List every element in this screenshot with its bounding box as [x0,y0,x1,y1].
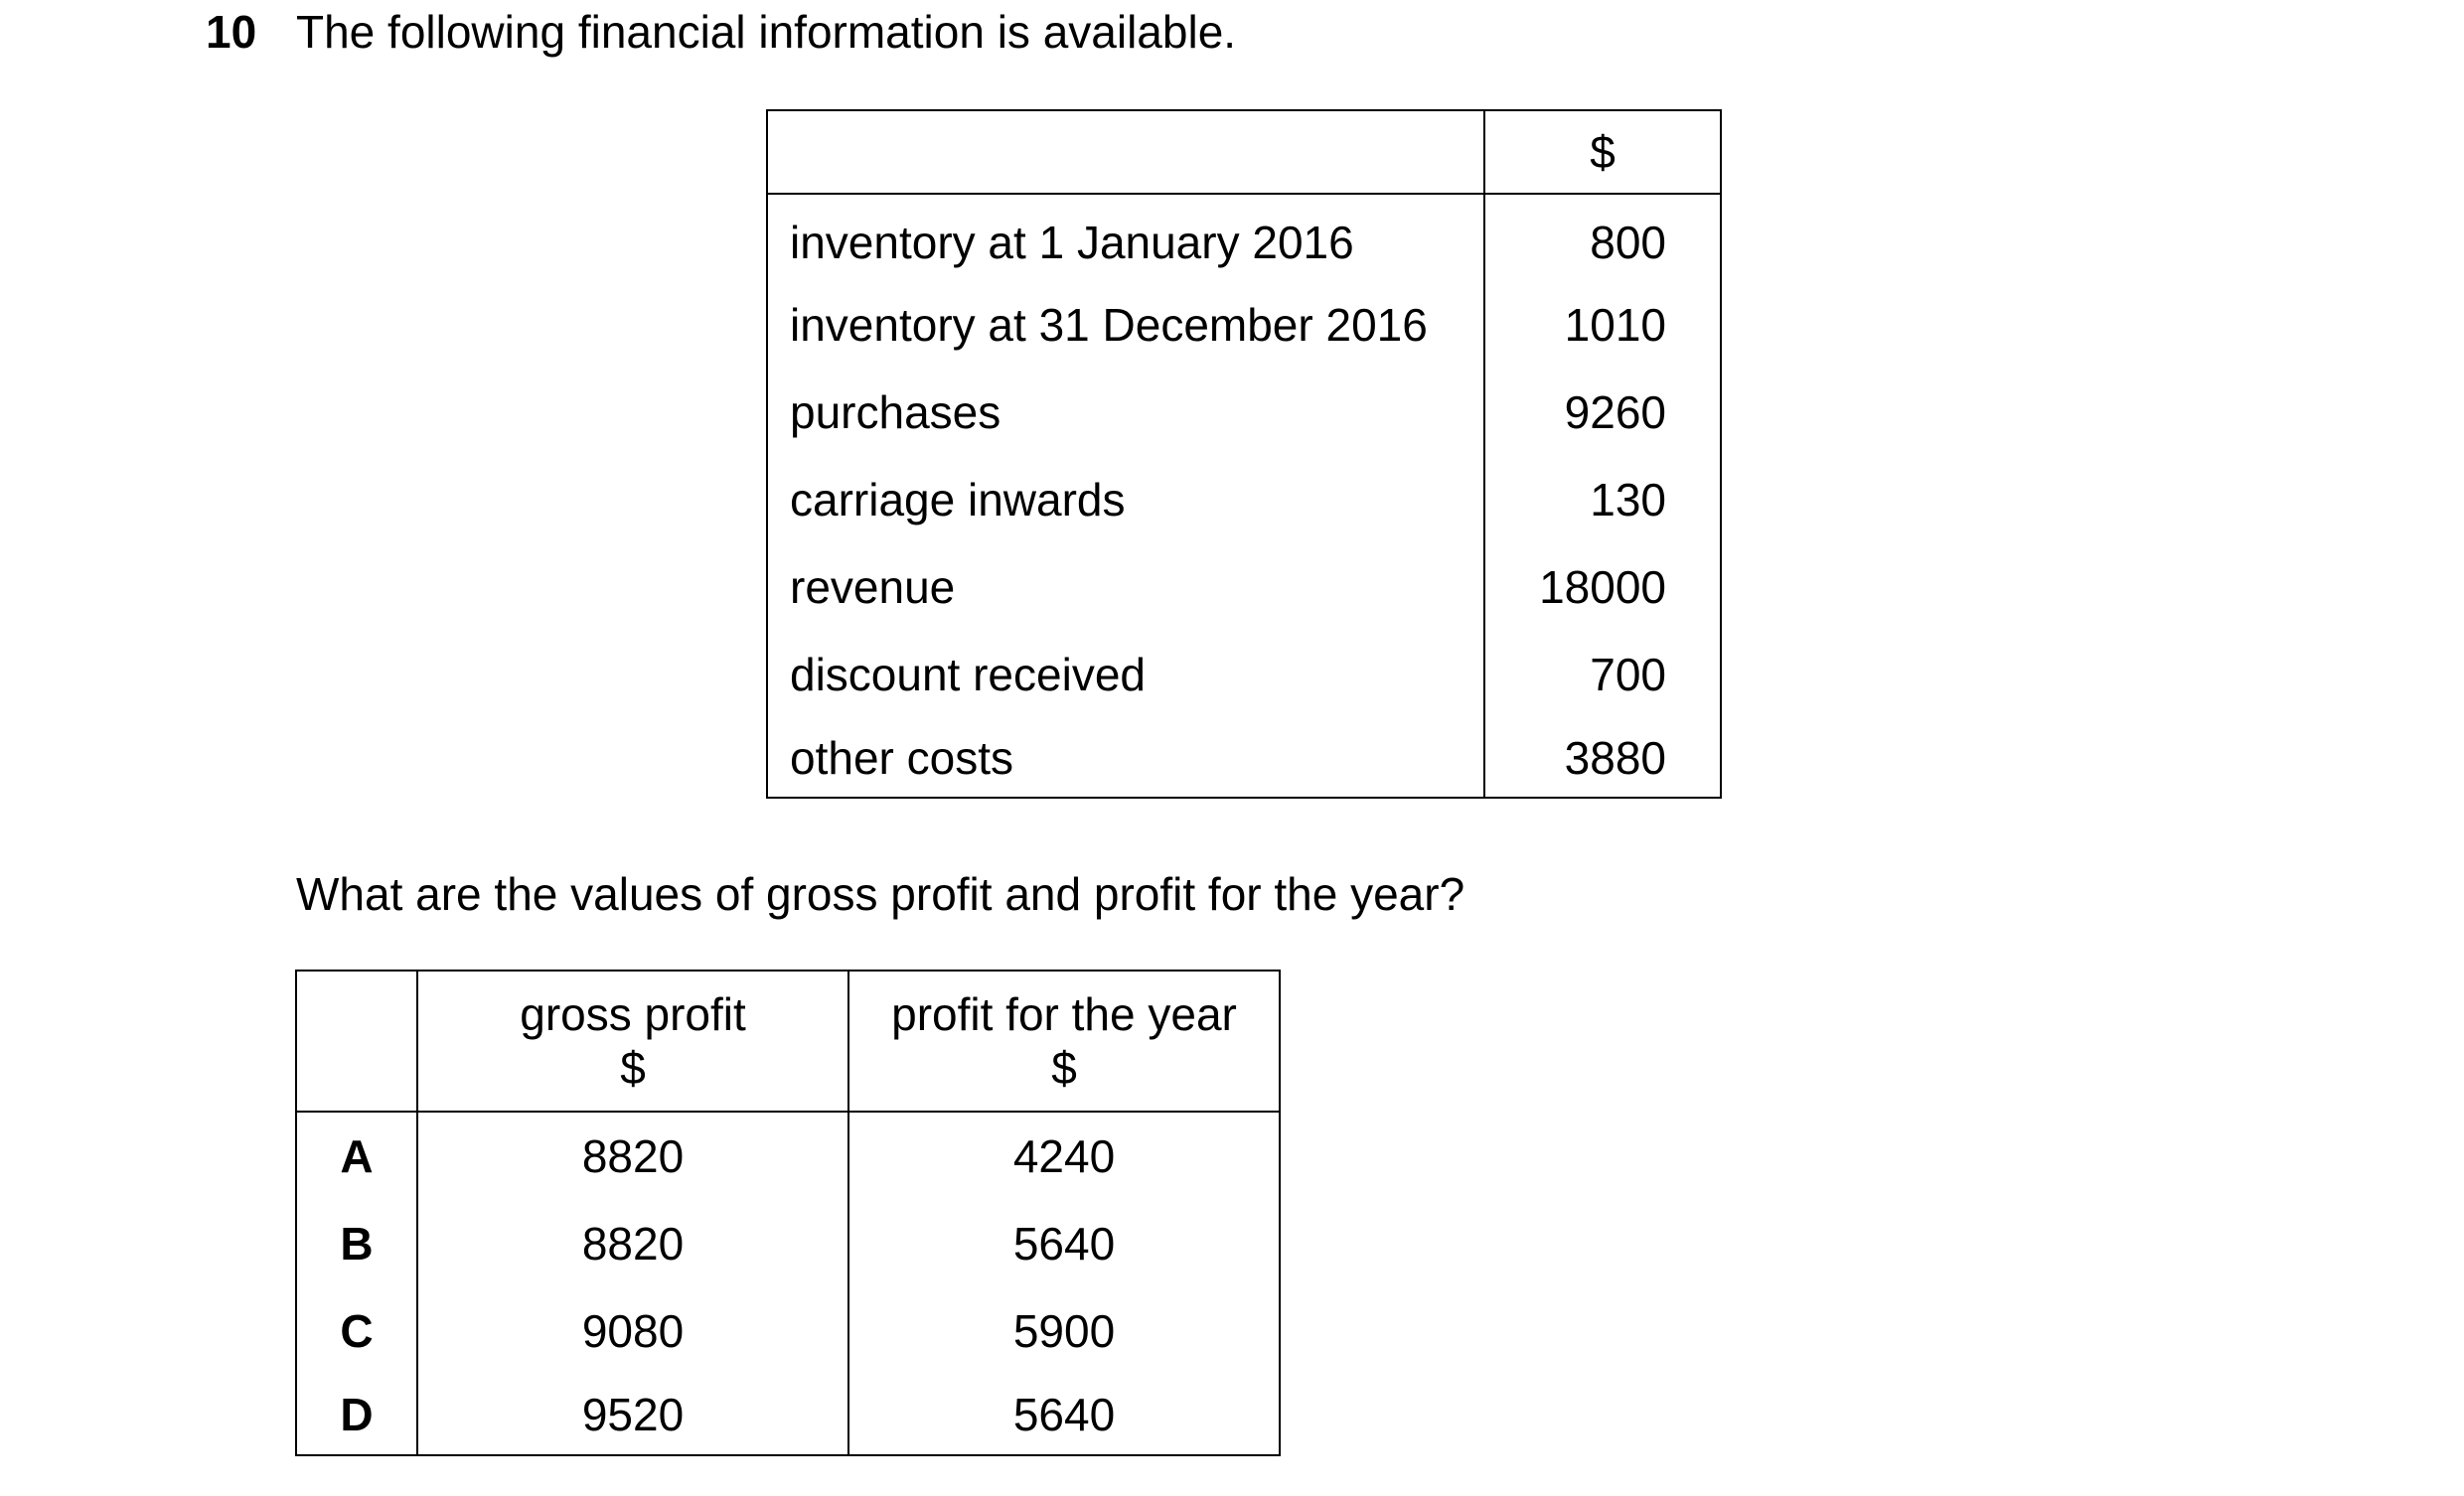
item-value: 3880 [1484,718,1721,798]
option-letter[interactable]: C [296,1287,417,1375]
gross-profit-header-label: gross profit [520,988,746,1040]
table-row [767,456,1721,543]
table-header-row [296,971,1280,1112]
profit-for-year-header [848,971,1280,1112]
option-row-c[interactable] [296,1287,1280,1375]
item-label: carriage inwards [767,456,1484,543]
item-value: 700 [1484,631,1721,718]
table-header-row [767,110,1721,194]
gross-profit-value: 8820 [417,1200,848,1287]
item-label: inventory at 1 January 2016 [767,194,1484,281]
option-letter-header [296,971,417,1112]
option-row-b[interactable] [296,1200,1280,1287]
item-label: discount received [767,631,1484,718]
financial-information-table [766,109,1722,799]
table-row [767,281,1721,369]
item-label: inventory at 31 December 2016 [767,281,1484,369]
gross-profit-value: 9080 [417,1287,848,1375]
option-letter[interactable]: A [296,1112,417,1200]
question-prompt: What are the values of gross profit and profit for the year? [296,868,1465,920]
profit-for-year-value: 5640 [848,1375,1280,1455]
item-label: revenue [767,543,1484,631]
item-label: other costs [767,718,1484,798]
option-row-a[interactable] [296,1112,1280,1200]
question-stem: The following financial information is available. [296,6,1237,58]
item-value: 800 [1484,194,1721,281]
gross-profit-header-unit: $ [620,1042,646,1094]
gross-profit-value: 9520 [417,1375,848,1455]
option-row-d[interactable] [296,1375,1280,1455]
value-column-header: $ [1484,110,1721,194]
item-value: 18000 [1484,543,1721,631]
table-row [767,718,1721,798]
item-column-header [767,110,1484,194]
table-row [767,369,1721,456]
item-label: purchases [767,369,1484,456]
profit-for-year-header-label: profit for the year [891,988,1237,1040]
profit-for-year-header-unit: $ [1051,1042,1077,1094]
gross-profit-header [417,971,848,1112]
table-row [767,194,1721,281]
table-row [767,543,1721,631]
option-letter[interactable]: D [296,1375,417,1455]
item-value: 9260 [1484,369,1721,456]
profit-for-year-value: 5900 [848,1287,1280,1375]
item-value: 130 [1484,456,1721,543]
profit-for-year-value: 5640 [848,1200,1280,1287]
item-value: 1010 [1484,281,1721,369]
profit-for-year-value: 4240 [848,1112,1280,1200]
option-letter[interactable]: B [296,1200,417,1287]
table-row [767,631,1721,718]
question-number: 10 [206,6,257,58]
answer-options-table [295,970,1281,1456]
gross-profit-value: 8820 [417,1112,848,1200]
